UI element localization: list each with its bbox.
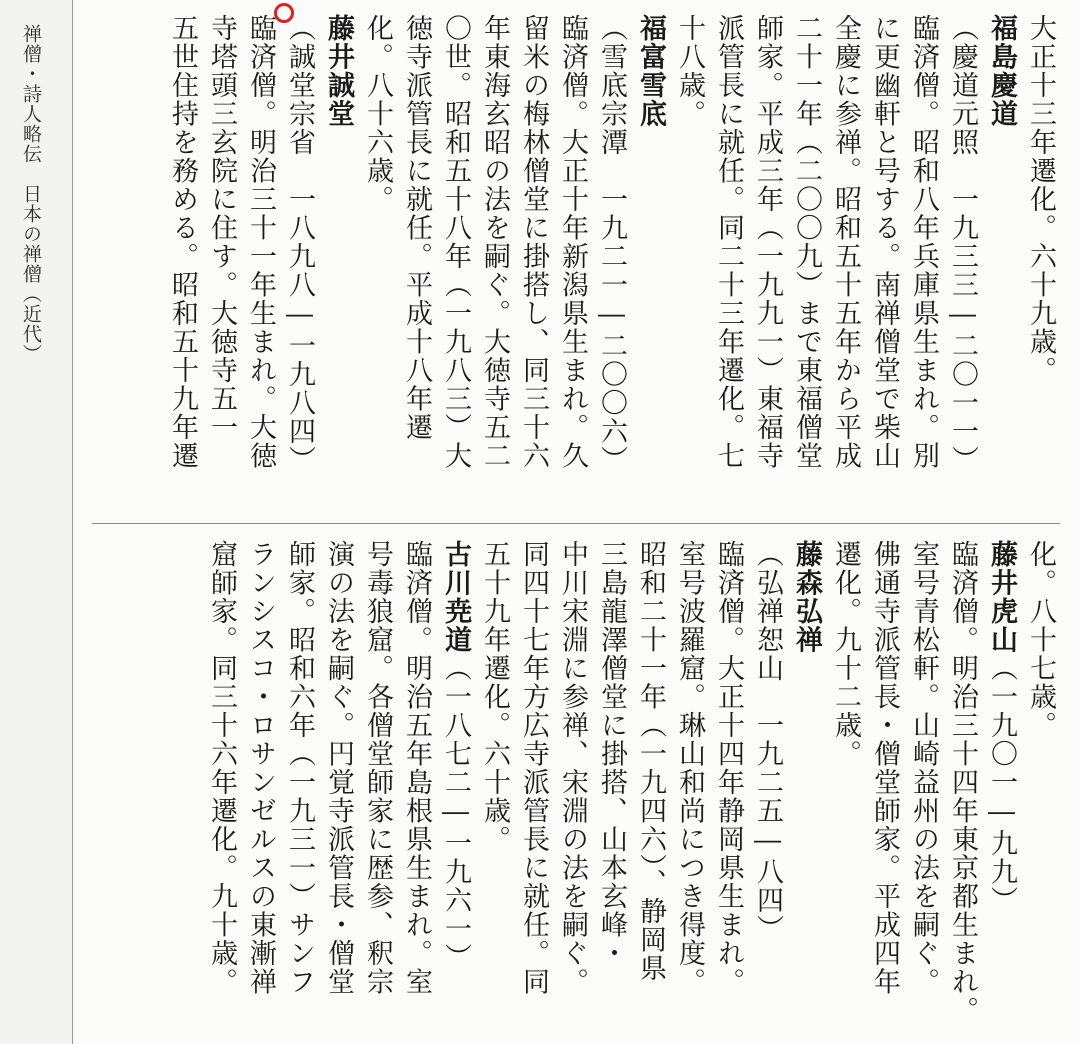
entry-name: 藤井誠堂 [323,14,354,128]
bottom-section [92,540,1060,1040]
top-section [92,14,1060,514]
text-column: 昭和二十一年（一九四六）、静岡県 [635,540,666,983]
text-column: 寺塔頭三玄院に住す。大徳寺五一 [206,14,237,442]
text-column: 臨済僧。明治三十一年生まれ。大徳 [245,14,276,470]
text-column: 年東海玄昭の法を嗣ぐ。大徳寺五二 [479,14,510,470]
entry-name: 藤森弘禅 [791,540,822,654]
text-column: 臨済僧。昭和八年兵庫県生まれ。別 [908,14,939,470]
text-column: 佛通寺派管長・僧堂師家。平成四年 [869,540,900,996]
text-column: 〇世。昭和五十八年（一九八三）大 [440,14,471,470]
text-column: 同四十七年方広寺派管長に就任。同 [518,540,549,996]
text-column: 窟師家。同三十六年遷化。九十歳。 [206,540,237,996]
text-column: 化。八十六歳。 [362,14,393,214]
text-column: 師家。平成三年（一九九一）東福寺 [752,14,783,470]
text-column: 遷化。九十二歳。 [830,540,861,768]
text-column: 大正十三年遷化。六十九歳。 [1025,14,1056,385]
text-column: （弘禅恕山 一九二五―八四） [752,540,783,943]
text-column: 臨済僧。大正十年新潟県生まれ。久 [557,14,588,470]
text-column: 三島龍澤僧堂に掛搭、山本玄峰・ [596,540,627,968]
entry-dates: （一八七二―一九六一） [440,654,471,972]
entry-dates: （一九〇一―九九） [986,654,1017,915]
text-column: 五世住持を務める。昭和五十九年遷 [167,14,198,470]
text-column: 五十九年遷化。六十歳。 [479,540,510,854]
text-column: 臨済僧。明治三十四年東京都生まれ。 [947,540,978,1025]
entry-name: 福島慶道 [986,14,1017,128]
text-column: に更幽軒と号する。南禅僧堂で柴山 [869,14,900,470]
text-column: 師家。昭和六年（一九三一）サンフ [284,540,315,996]
text-column: （慶道元照 一九三三―二〇一一） [947,14,978,474]
entry-name: 藤井虎山（一九〇一―九九） [986,540,1017,915]
text-column: 臨済僧。明治五年島根県生まれ。室 [401,540,432,996]
text-column: 号毒狼窟。各僧堂師家に歴参、釈宗 [362,540,393,996]
text-column: 室号波羅窟。琳山和尚につき得度。 [674,540,705,996]
running-head: 禅僧・詩人略伝 日本の禅僧（近代） [20,24,42,364]
text-column: 臨済僧。大正十四年静岡県生まれ。 [713,540,744,996]
entry-name: 古川尭道（一八七二―一九六一） [440,540,471,972]
entry-name: 福富雪底 [635,14,666,128]
text-column: 徳寺派管長に就任。平成十八年遷 [401,14,432,442]
margin-rule [72,0,73,1044]
text-column: 化。八十七歳。 [1025,540,1056,740]
text-column: 演の法を嗣ぐ。円覚寺派管長・僧堂 [323,540,354,996]
text-column: 全慶に参禅。昭和五十五年から平成 [830,14,861,470]
text-column: ランシスコ・ロサンゼルスの東漸禅 [245,540,276,996]
text-column: 室号青松軒。山崎益州の法を嗣ぐ。 [908,540,939,996]
text-column: （誠堂宗省 一八九八―一九八四） [284,14,315,474]
text-column: 中川宋淵に参禅、宋淵の法を嗣ぐ。 [557,540,588,996]
bottom-columns [92,540,1060,1040]
text-column: 派管長に就任。同二十三年遷化。七 [713,14,744,470]
text-column: 二十一年（二〇〇九）まで東福僧堂 [791,14,822,470]
section-divider [92,523,1060,524]
text-column: 十八歳。 [674,14,705,128]
text-column: （雪底宗潭 一九二一―二〇〇六） [596,14,627,474]
top-columns [92,14,1060,514]
text-column: 留米の梅林僧堂に掛搭し、同三十六 [518,14,549,470]
